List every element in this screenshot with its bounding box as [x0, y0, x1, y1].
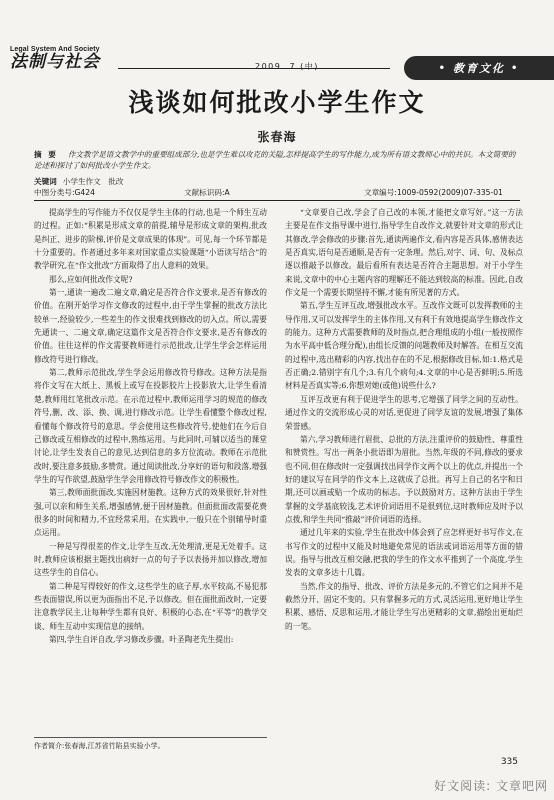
keywords-label: 关键词	[34, 177, 57, 186]
body-column-left	[34, 206, 267, 721]
header-rule	[118, 68, 390, 69]
journal-name-english: Legal System And Society	[10, 46, 100, 53]
paragraph: 互评互改更有利于促进学生的思考,它增强了同学之间的互动性。通过作文的交流形成心灵的对话,更促进了同学友谊的发展,增强了集体荣誉感。	[285, 394, 523, 431]
paragraph: “文章要自己改,学会了自己改的本领,才能把文章写好。”这一方法主要是在作文指导课中进行,指导学生自改作文,就要针对文章的形式让其修改,学会修改的步骤:首先,通读两遍作文,看内容是否具体,感情表达是否真实,语句是否通顺,是否有一定条理。然后,对字、词、句、及标点逐以推敲予以修改。最后看所有表达是否符合主题思想。对于小学生来说,文章中的中心主题内容的理解还不能达到较高的标准。因此,自改作文是一个需要长期坚持不懈,才能有所见著的方式。	[285, 208, 523, 298]
site-watermark: 好文阅读: 文章吧网	[434, 779, 548, 793]
paragraph: 通过几年来的实验,学生在批改中体会到了应怎样更好书写作文,在书写作文的过程中又能及时地避免常见的语法或词语运用等方面的错误。指导与批改互相交融,把我的学生的作文水平推到了一个高度,学生发表的文章多达十几篇。	[285, 528, 523, 578]
journal-name-chinese: 法制与社会	[10, 52, 100, 72]
keywords-text: 小学生作文 批改	[62, 177, 124, 186]
page-number: 335	[500, 757, 518, 767]
meta-rule	[34, 200, 520, 201]
banner-dot-icon: •	[511, 62, 520, 74]
paragraph: 那么,应如何批改作文呢?	[49, 274, 133, 284]
paragraph: 第五,学生互评互改,增强批改水平。互改作文既可以发挥教师的主导作用,又可以发挥学生的主体作用,又有利于有效地提高学生修改作文的能力。这种方式需要教师的及时指点,把合理组成的小组(一般按照作为水平高中低合理分配),由组长反馈的问题教师及时解答。在相互交流的过程中,选出精彩的内容,找出存在的不足,根据修改目标,如:1.格式是否正确;2.错别字有几个;3.有几个病句;4.文章的中心是否鲜明;5.所选材料是否真实等;6.你想对她(或他)说些什么?	[285, 301, 523, 391]
article-author: 张春海	[257, 130, 297, 144]
paragraph: 一种是写得很差的作文,让学生互改,无处理清,更是无处着手。这时,教师应该根据主题找出病好一点的句子予以表扬并加以修改,增加这些学生的自信心。	[34, 541, 267, 578]
section-label: 教育文化	[453, 62, 505, 75]
article-title: 浅谈如何批改小学生作文	[128, 88, 426, 117]
paragraph: 提高学生的写作能力不仅仅是学生主体的行动,也是一个师生互动的过程。正如:“积累是形成文章的前提,辅导是形成文章的架构,批改是纠正、进步的阶梯,评价是文章成果的体现”。可见,每一个环节都是十分重要的。作者通过多年来对国家重点实验课题“小语读写结合”的教学研究,在“作文批改”方面取得了出人意料的效果。	[34, 208, 267, 271]
abstract	[34, 149, 520, 171]
paragraph: 第四,学生自评自改,学习修改步骤。叶圣陶老先生提出:	[49, 635, 234, 644]
abstract-text: 作文教学是语文教学中的重要组成部分,也是学生难以攻克的关隘,怎样提高学生的写作能力,成为所有语文教师心中的共识。本文简要的论述和探讨了如何批改小学生作文。	[34, 150, 516, 170]
abstract-label: 摘 要	[34, 150, 58, 159]
section-banner	[404, 56, 554, 80]
paragraph: 当然,作文的指导、批改、评价方法是多元的,不管它们之间并不是截然分开、固定不变的。只有掌握多元的方式,灵活运用,更好地让学生积累、感悟、反思和运用,才能让学生写出更精彩的文章,描绘出更灿烂的一笔。	[285, 581, 523, 631]
issue-date: 2009. 7 (中)	[255, 62, 319, 71]
author-footnote: 作者简介:张春海,江苏省竹陷县实验小学。	[34, 742, 165, 750]
article-number: 文章编号:1009-0592(2009)07-335-01	[364, 188, 503, 197]
footnote-rule	[34, 737, 267, 738]
clc-code: 中图分类号:G424	[34, 188, 95, 197]
paragraph: 第六,学习教师进行眉批、总批的方法,注重评价的鼓励性、尊重性和赞赏性。写出一两条小批语即为眉批。当然,年级的不同,修改的要求也不同,但在修改时一定强调找出同学作文两个以上的优点,并提出一个好的建议写在同学的作文本上,这就成了总批。再写上自己的名字和日期,还可以画或贴一个成功的标志。予以鼓励对方。这种方法由于学生掌握的文学基底较浅,艺术评价词语用不是很到位,这时教师应及时予以点拨,和学生共同“推敲”评价词语的选择。	[285, 434, 523, 524]
document-code: 文献标识码:A	[184, 188, 230, 197]
paragraph: 第三,教师面批面改,实施因材施教。这种方式的效果很好,针对性强,可以亲和师生关系,增强感情,便于因材施教。但面批面改需要花费很多的时间和精力,不宜经常采用。在实践中,一般只在个别辅导时重点运用。	[34, 488, 267, 538]
paragraph: 第一,通读一遍改二遍文章,确定是否符合作文要求,是否有修改的价值。在刚开始学习作文修改的过程中,由于学生掌握的批改方法比较单一,经验较少,一些差生的作文很难找到修改的切入点。所以,需要先通读一、二遍文章,确定这篇作文是否符合作文要求,是否有修改的价值。往往这样的作文需要教师进行示范批改,让学生学会怎样运用修改符号进行修改。	[34, 288, 267, 364]
paragraph: 第二,教师示范批改,学生学会运用修改符号修改。这种方法是指将作文写在大纸上、黑板上或写在投影胶片上投影放大,让学生看清楚,教师用红笔批改示范。在示范过程中,教师运用学习的规范的修改符号,删、改、添、换、调,进行修改示范。让学生看懂整个修改过程,看懂每个修改符号的意思。学会使用这些修改符号,使他们在今后自己修改或互相修改的过程中,熟练运用。与此同时,可辅以适当的课堂讨论,让学生发表自己的意见,达到信息的多方位流动。教师在示范批改时,要注意多鼓励,多赞赏。通过阅读批改,分享好的语句和段落,增强学生的写作欲望,鼓励学生学会用修改符号修改作文的积极性。	[34, 368, 267, 484]
keywords	[34, 177, 520, 187]
paragraph: 第二种是写得较好的作文,这些学生的底子厚,水平较高,不易犯那些表面错误,所以更为面指出不足,予以修改。但在面批面改时,一定要注意教学民主,让每种学生都有良好、积极的心态,在“平等”的教学交谈、师生互动中实现信息的接纳。	[34, 581, 267, 631]
banner-dot-icon: •	[438, 62, 447, 74]
body-column-right	[285, 206, 523, 721]
